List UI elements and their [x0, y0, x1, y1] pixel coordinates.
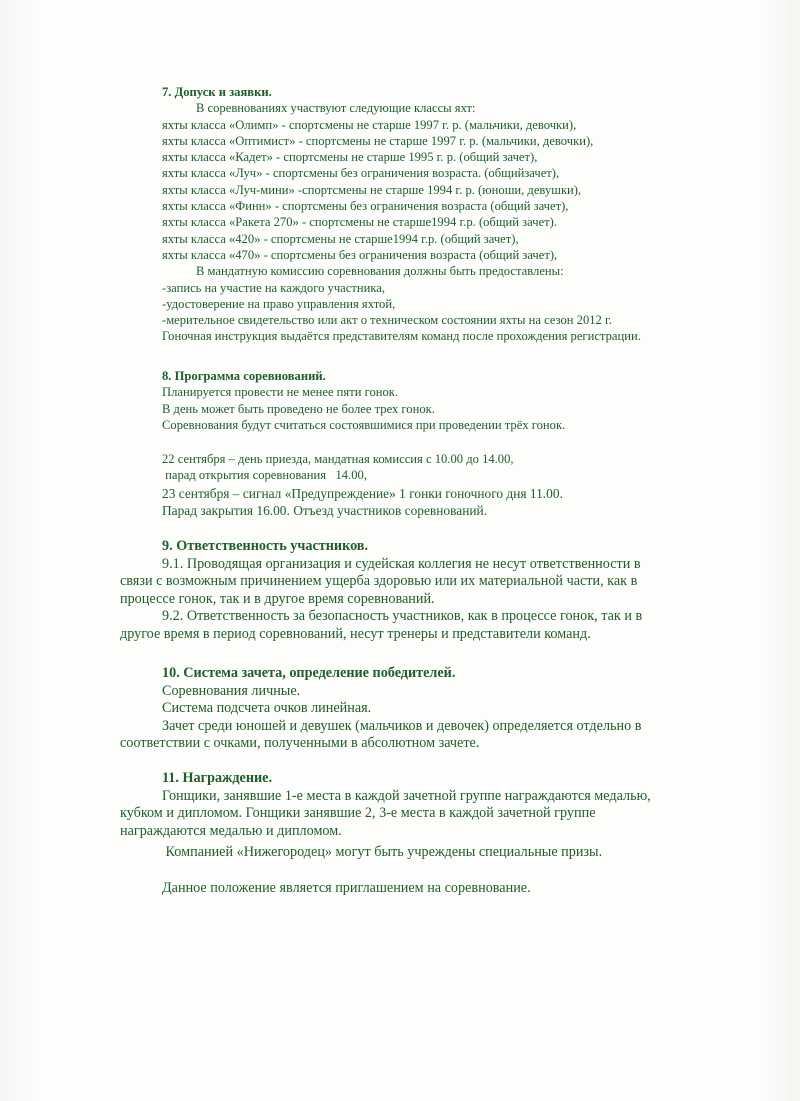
- schedule-line: 22 сентября – день приезда, мандатная комиссия с 10.00 до 14.00,: [162, 452, 514, 466]
- closing-statement: [162, 880, 742, 898]
- class-line: яхты класса «420» - спортсмены не старше1994 г.р. (общий зачет),: [162, 231, 519, 246]
- responsibility-line: связи с возможным причинением ущерба здоровью или их материальной части, как в: [120, 573, 638, 590]
- class-line: яхты класса «470» - спортсмены без ограничения возраста (общий зачет),: [162, 247, 558, 262]
- instruction-line: Гоночная инструкция выдаётся представителям команд после прохождения регистрации.: [162, 329, 641, 344]
- prizes-line: Компанией «Нижегородец» могут быть учреждены специальные призы.: [162, 844, 603, 861]
- schedule-line: Парад закрытия 16.00. Отъезд участников соревнований.: [162, 503, 488, 519]
- commission-intro: В мандатную комиссию соревнования должны быть предоставлены:: [196, 264, 564, 279]
- document-item: -запись на участие на каждого участника,: [162, 280, 385, 295]
- scoring-line: Система подсчета очков линейная.: [162, 700, 372, 717]
- section-11: [120, 770, 742, 862]
- schedule-line: 23 сентября – сигнал «Предупреждение» 1 гонки гоночного дня 11.00.: [162, 486, 563, 501]
- program-line: Планируется провести не менее пяти гонок.: [162, 385, 399, 400]
- scoring-line: соответствии с очками, полученными в абсолютном зачете.: [120, 735, 480, 752]
- responsibility-line: 9.1. Проводящая организация и судейская коллегия не несут ответственности в: [162, 555, 641, 572]
- responsibility-line: процессе гонок, так и в другое время соревнований.: [120, 590, 435, 607]
- program-line: В день может быть проведено не более трех гонок.: [162, 401, 435, 416]
- class-line: яхты класса «Луч» - спортсмены без ограничения возраста. (общийзачет),: [162, 166, 560, 181]
- class-line: яхты класса «Олимп» - спортсмены не старше 1997 г. р. (мальчики, девочки),: [162, 117, 577, 132]
- schedule-line: парад открытия соревнования 14.00,: [162, 468, 367, 483]
- program-line: Соревнования будут считаться состоявшимися при проведении трёх гонок.: [162, 417, 566, 432]
- award-line: награждаются медалью и дипломом.: [120, 822, 342, 839]
- section-10-heading: 10. Система зачета, определение победителей.: [162, 665, 456, 681]
- section-11-heading: 11. Награждение.: [162, 770, 273, 786]
- closing-line: Данное положение является приглашением на соревнование.: [162, 880, 531, 896]
- section-8-heading: 8. Программа соревнований.: [162, 369, 326, 383]
- class-line: яхты класса «Ракета 270» - спортсмены не старше1994 г.р. (общий зачет).: [162, 215, 557, 230]
- scoring-line: Зачет среди юношей и девушек (мальчиков и девочек) определяется отдельно в: [162, 717, 642, 734]
- class-line: яхты класса «Оптимист» - спортсмены не старше 1997 г. р. (мальчики, девочки),: [162, 133, 594, 148]
- document-item: -удостоверение на право управления яхтой,: [162, 296, 396, 311]
- document-item: -мерительное свидетельство или акт о техническом состоянии яхты на сезон 2012 г.: [162, 313, 612, 328]
- schedule-large: [162, 485, 742, 520]
- section-9-heading: 9. Ответственность участников.: [162, 538, 369, 554]
- section-8: [162, 368, 742, 433]
- section-7-intro: В соревнованиях участвуют следующие классы яхт:: [196, 101, 476, 116]
- section-7: [162, 84, 742, 345]
- section-7-heading: 7. Допуск и заявки.: [162, 85, 272, 99]
- award-line: кубком и дипломом. Гонщики занявшие 2, 3-е места в каждой зачетной группе: [120, 805, 596, 822]
- class-line: яхты класса «Луч-мини» -спортсмены не старше 1994 г. р. (юноши, девушки),: [162, 182, 582, 197]
- award-line: Гонщики, занявшие 1-е места в каждой зачетной группе награждаются медалью,: [162, 787, 651, 804]
- section-10: [120, 665, 742, 753]
- responsibility-line: 9.2. Ответственность за безопасность участников, как в процессе гонок, так и в: [162, 608, 643, 625]
- responsibility-line: другое время в период соревнований, несут тренеры и представители команд.: [120, 625, 591, 642]
- class-line: яхты класса «Финн» - спортсмены без ограничения возраста (общий зачет),: [162, 199, 569, 214]
- class-line: яхты класса «Кадет» - спортсмены не старше 1995 г. р. (общий зачет),: [162, 150, 538, 165]
- scoring-line: Соревнования личные.: [162, 682, 301, 699]
- schedule-small: [162, 451, 742, 484]
- section-9: [120, 538, 742, 644]
